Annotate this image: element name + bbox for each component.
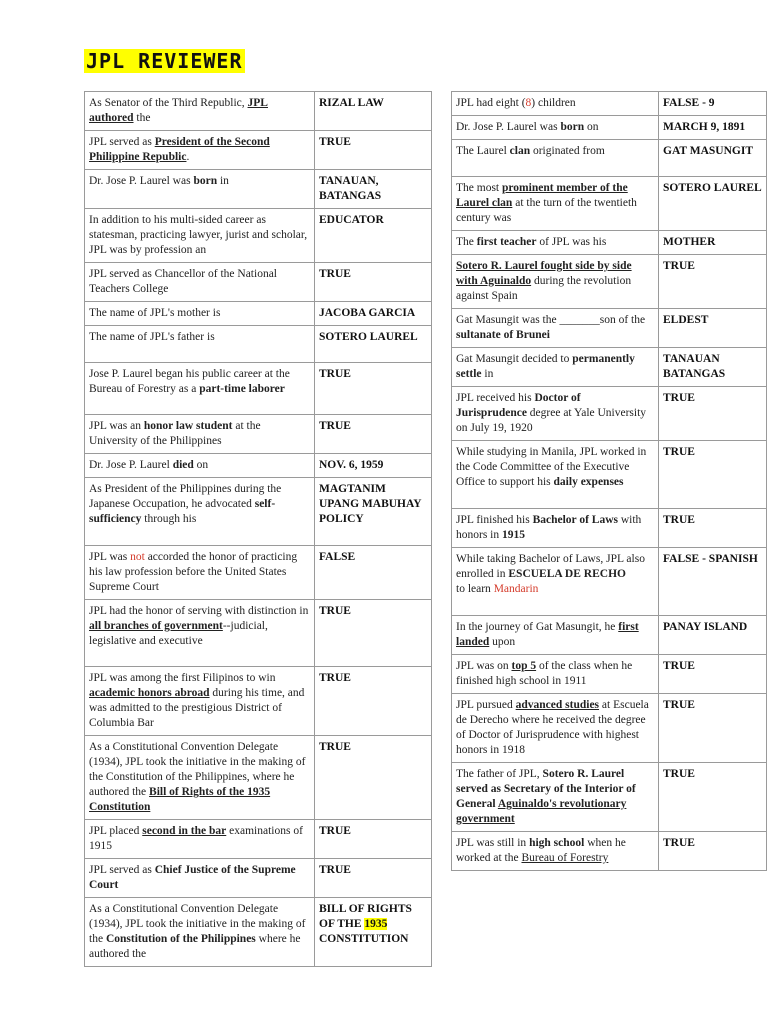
question-cell [85,478,315,546]
answer-cell [315,478,432,546]
question-cell [85,820,315,859]
answer-segment: TRUE [663,837,695,849]
question-segment: son of the [599,314,646,326]
question-cell [452,509,659,548]
question-segment: JPL served as Chancellor of the National Teachers College [89,268,277,295]
question-segment: daily expenses [553,476,624,488]
answer-cell [659,255,767,309]
question-cell [452,92,659,116]
question-segment: degree at Yale University on July 19, 1920 [456,407,647,434]
question-segment: ) children [531,97,576,109]
answer-segment: 1935 [364,918,388,930]
answer-segment: SOTERO LAUREL [319,331,418,343]
question-cell [85,326,315,363]
question-cell [452,548,659,616]
table-row [452,832,767,871]
answer-segment: TRUE [663,768,695,780]
answer-segment: TRUE [319,864,351,876]
question-cell [452,309,659,348]
answer-cell [315,820,432,859]
question-segment: with honors in [456,514,642,541]
question-segment: originated from [530,145,605,157]
question-cell [452,140,659,177]
question-segment: at the University of the Philippines [89,420,261,447]
question-segment: Bill of Rights of the 1935 Constitution [89,786,271,813]
question-segment: JPL was on [456,660,512,672]
question-segment: Gat Masungit was the [456,314,560,326]
question-segment: born [193,175,218,187]
answer-segment: TRUE [663,699,695,711]
answer-segment: TRUE [319,268,351,280]
question-segment: during the revolution against Spain [456,275,632,302]
table-row [85,600,432,667]
answer-segment: EDUCATOR [319,214,384,226]
answer-cell [659,763,767,832]
question-segment: of the class when he finished high school in 1911 [456,660,633,687]
question-segment: Bureau of Forestry [521,852,609,864]
answer-cell [315,326,432,363]
question-cell [452,116,659,140]
answer-cell [659,92,767,116]
answer-segment: TRUE [319,825,351,837]
question-cell [452,832,659,871]
answer-cell [659,509,767,548]
table-row [452,140,767,177]
answer-cell [659,177,767,231]
answer-cell [315,859,432,898]
question-segment: at the turn of the twentieth century was [456,197,637,224]
question-segment: The father of JPL, [456,768,543,780]
question-segment: second in the bar [142,825,227,837]
answer-segment: GAT MASUNGIT [663,145,753,157]
answer-segment: SOTERO LAUREL [663,182,762,194]
answer-segment: TANAUAN BATANGAS [663,353,726,380]
question-segment: While studying in Manila, JPL worked in the Code Committee of the Executive Office to support his [456,446,647,488]
question-cell [85,415,315,454]
question-segment: JPL placed [89,825,143,837]
question-segment: Aguinaldo's revolutionary government [456,798,627,825]
question-segment: Chief Justice of the Supreme Court [89,864,296,891]
question-segment: Gat Masungit decided to [456,353,573,365]
table-row [85,546,432,600]
table-row [452,116,767,140]
question-cell [85,363,315,415]
page-title: JPL REVIEWER [86,49,243,73]
question-segment: Mandarin [493,583,539,595]
question-segment: when he worked at the [456,837,626,864]
answer-segment: PANAY ISLAND [663,621,748,633]
table-row [452,441,767,509]
answer-segment: TRUE [663,446,695,458]
table-row [85,859,432,898]
question-segment: of JPL was his [536,236,607,248]
question-cell [85,92,315,131]
answer-cell [659,548,767,616]
table-row [452,548,767,616]
question-segment: --judicial, legislative and executive [89,620,268,647]
question-cell [85,263,315,302]
table-row [85,363,432,415]
question-segment: prominent member of the Laurel clan [456,182,628,209]
answer-segment: TRUE [319,368,351,380]
question-segment: Dr. Jose P. Laurel was [89,175,194,187]
question-segment: JPL was among the first Filipinos to win [89,672,276,684]
answer-segment: NOV. 6, 1959 [319,459,384,471]
answer-cell [659,231,767,255]
answer-segment: ELDEST [663,314,709,326]
answer-cell [659,832,767,871]
question-segment: on [584,121,599,133]
table-row [85,454,432,478]
answer-cell [315,170,432,209]
question-cell [452,231,659,255]
question-segment: first landed [456,621,639,648]
question-segment: Dr. Jose P. Laurel [89,459,173,471]
table-row [85,326,432,363]
question-cell [452,616,659,655]
answer-segment: FALSE [319,551,356,563]
question-cell [85,736,315,820]
answer-cell [659,616,767,655]
question-segment: Sotero R. Laurel fought side by side with Aguinaldo [456,260,632,287]
answer-cell [659,116,767,140]
question-segment: JPL pursued [456,699,516,711]
right-reviewer-table [451,91,767,871]
question-cell [85,546,315,600]
question-segment: JPL had the honor of serving with distinction in [89,605,309,617]
answer-cell [659,655,767,694]
table-row [452,655,767,694]
question-segment: As a Constitutional Convention Delegate (1934), JPL took the initiative in the making of the Constitution of the Philippines, where he authored the [89,741,306,798]
table-row [452,255,767,309]
question-cell [85,209,315,263]
question-segment: died [172,459,194,471]
question-cell [452,255,659,309]
table-row [85,898,432,967]
question-cell [452,177,659,231]
question-segment: 8 [525,97,532,109]
question-segment: The name of JPL's mother is [89,307,221,319]
question-segment: The name of JPL's father is [89,331,215,343]
question-segment: part-time laborer [199,383,285,395]
question-cell [85,302,315,326]
table-row [452,348,767,387]
right-table-body [452,92,767,871]
answer-segment: TRUE [319,420,351,432]
answer-cell [315,736,432,820]
table-row [452,92,767,116]
question-segment: to learn [456,583,494,595]
answer-cell [315,600,432,667]
table-row [85,170,432,209]
answer-segment: BILL OF RIGHTS OF THE [319,903,412,930]
left-reviewer-table [84,91,432,967]
table-row [452,309,767,348]
question-segment: JPL was still in [456,837,530,849]
question-segment: at Escuela de Derecho where he received the degree of Doctor of Jurisprudence with highest honors in 1918 [456,699,649,756]
question-segment: As a Constitutional Convention Delegate (1934), JPL took the initiative in the making of the [89,903,306,945]
question-cell [85,600,315,667]
table-row [85,209,432,263]
question-segment: JPL had eight ( [456,97,526,109]
answer-cell [315,302,432,326]
question-segment: 1915 [502,529,525,541]
question-segment: first teacher [476,236,537,248]
table-row [452,509,767,548]
question-segment: JPL served as [89,136,155,148]
question-segment: the [133,112,151,124]
question-segment: academic honors abroad [89,687,210,699]
question-segment: where he authored the [89,933,301,960]
answer-cell [659,694,767,763]
answer-cell [315,454,432,478]
answer-segment: MARCH 9, 1891 [663,121,746,133]
answer-cell [659,348,767,387]
table-row [452,763,767,832]
question-cell [85,898,315,967]
question-segment: Doctor of Jurisprudence [456,392,581,419]
table-row [452,231,767,255]
answer-cell [315,546,432,600]
question-segment: As President of the Philippines during the Japanese Occupation, he advocated [89,483,282,510]
answer-segment: TRUE [319,741,351,753]
answer-segment: FALSE - SPANISH [663,553,758,565]
table-row [452,177,767,231]
question-cell [85,667,315,736]
question-segment: all branches of government [89,620,223,632]
question-segment: honor law student [143,420,233,432]
question-segment: upon [489,636,516,648]
question-segment: in [217,175,229,187]
question-segment: high school [529,837,585,849]
question-segment: self-sufficiency [89,498,276,525]
question-segment: JPL authored [89,97,268,124]
answer-cell [659,140,767,177]
table-row [85,667,432,736]
question-segment: not [130,551,145,563]
question-segment: . [186,151,190,163]
question-segment: In addition to his multi-sided career as statesman, practicing lawyer, jurist and scholar, JPL was by profession an [89,214,308,256]
question-segment: While taking Bachelor of Laws, JPL also enrolled in [456,553,645,580]
question-segment: JPL served as [89,864,155,876]
question-cell [452,387,659,441]
question-segment: JPL was an [89,420,144,432]
question-segment: ESCUELA DE RECHO [508,568,626,580]
answer-cell [315,131,432,170]
question-segment: sultanate of Brunei [456,329,550,341]
question-segment: top 5 [511,660,537,672]
answer-segment: TRUE [319,136,351,148]
question-segment: The most [456,182,502,194]
question-segment: on [193,459,209,471]
table-row [452,694,767,763]
question-segment: Jose P. Laurel began his public career at the Bureau of Forestry as a [89,368,290,395]
question-segment: during his time, and was admitted to the prestigious District of Columbia Bar [89,687,305,729]
table-row [85,263,432,302]
question-segment: As Senator of the Third Republic, [89,97,248,109]
table-row [85,736,432,820]
answer-cell [315,667,432,736]
answer-segment: TANAUAN, BATANGAS [319,175,382,202]
table-row [85,92,432,131]
answer-cell [315,263,432,302]
question-segment: Dr. Jose P. Laurel was [456,121,561,133]
question-segment: JPL finished his [456,514,533,526]
table-row [452,616,767,655]
question-segment: examinations of 1915 [89,825,303,852]
answer-cell [315,209,432,263]
answer-segment: TRUE [319,605,351,617]
question-segment: In the journey of Gat Masungit, he [456,621,619,633]
answer-cell [659,309,767,348]
question-cell [452,763,659,832]
question-cell [452,441,659,509]
question-segment: President of the Second Philippine Republic [89,136,270,163]
question-segment: in [481,368,494,380]
question-segment: born [560,121,585,133]
question-segment: JPL was [89,551,131,563]
question-cell [85,454,315,478]
answer-segment: TRUE [663,392,695,404]
question-segment: Constitution of the Philippines [105,933,256,945]
question-cell [452,655,659,694]
left-table-body [85,92,432,967]
question-cell [452,348,659,387]
answer-cell [315,898,432,967]
question-segment: permanently settle [456,353,635,380]
question-segment: Bachelor of Laws [532,514,618,526]
answer-segment: TRUE [663,660,695,672]
answer-cell [315,415,432,454]
question-segment: through his [141,513,197,525]
question-cell [85,131,315,170]
question-segment: Sotero R. Laurel served as Secretary of the Interior of General [456,768,636,810]
answer-cell [659,441,767,509]
question-cell [85,859,315,898]
question-segment: clan [509,145,531,157]
answer-segment: TRUE [663,260,695,272]
question-segment: The Laurel [456,145,510,157]
table-row [452,387,767,441]
answer-segment: RIZAL LAW [319,97,384,109]
answer-cell [659,387,767,441]
question-segment: advanced studies [515,699,600,711]
answer-segment: CONSTITUTION [319,933,409,945]
answer-segment: MOTHER [663,236,716,248]
answer-segment: TRUE [663,514,695,526]
question-segment: The [456,236,477,248]
answer-cell [315,92,432,131]
question-cell [85,170,315,209]
table-row [85,302,432,326]
question-segment: _______ [559,314,600,326]
table-row [85,478,432,546]
answer-segment: MAGTANIM UPANG MABUHAY POLICY [319,483,422,525]
answer-segment: JACOBA GARCIA [319,307,416,319]
table-row [85,131,432,170]
question-cell [452,694,659,763]
answer-cell [315,363,432,415]
answer-segment: TRUE [319,672,351,684]
question-segment: accorded the honor of practicing his law profession before the United States Supreme Court [89,551,298,593]
table-row [85,820,432,859]
answer-segment: FALSE - 9 [663,97,715,109]
question-segment: JPL received his [456,392,535,404]
table-row [85,415,432,454]
